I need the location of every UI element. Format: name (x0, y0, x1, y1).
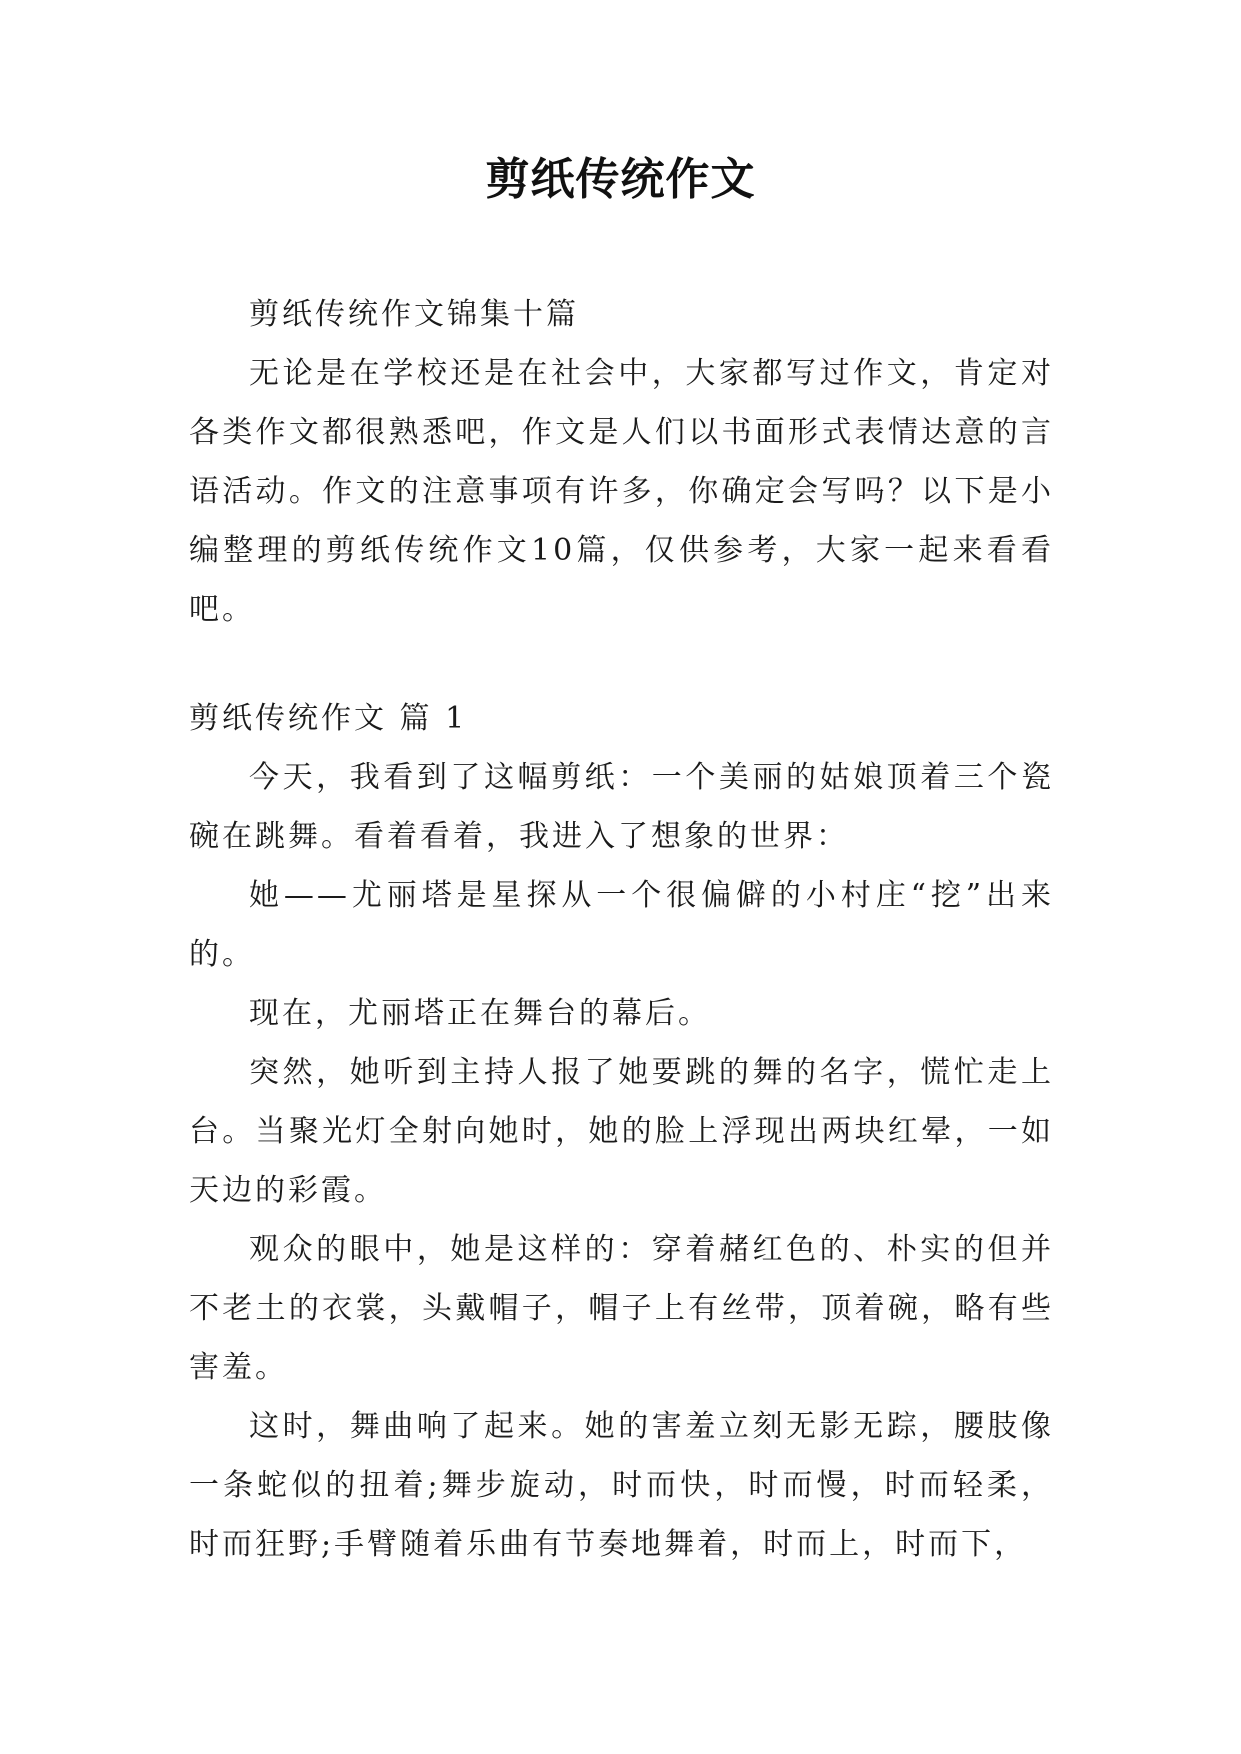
page-title: 剪纸传统作文 (485, 154, 756, 205)
body-paragraph: 她——尤丽塔是星探从一个很偏僻的小村庄“挖”出来的。 (189, 878, 1054, 972)
body-paragraph: 今天，我看到了这幅剪纸：一个美丽的姑娘顶着三个瓷碗在跳舞。看着看着，我进入了想象的世界： (189, 760, 1054, 854)
intro-paragraph: 无论是在学校还是在社会中，大家都写过作文，肯定对各类作文都很熟悉吧，作文是人们以书面形式表情达意的言语活动。作文的注意事项有许多，你确定会写吗？以下是小编整理的剪纸传统作文10篇，仅供参考，大家一起来看看吧。 (189, 356, 1054, 627)
body-paragraph: 突然，她听到主持人报了她要跳的舞的名字，慌忙走上台。当聚光灯全射向她时，她的脸上浮现出两块红晕，一如天边的彩霞。 (189, 1055, 1054, 1208)
body-paragraph: 现在，尤丽塔正在舞台的幕后。 (249, 996, 711, 1031)
body-paragraph: 观众的眼中，她是这样的：穿着赭红色的、朴实的但并不老土的衣裳，头戴帽子，帽子上有丝带，顶着碗，略有些害羞。 (189, 1232, 1054, 1385)
document-body (189, 285, 1054, 1574)
body-paragraph: 这时，舞曲响了起来。她的害羞立刻无影无踪，腰肢像一条蛇似的扭着;舞步旋动，时而快，时而慢，时而轻柔，时而狂野;手臂随着乐曲有节奏地舞着，时而上，时而下， (189, 1409, 1054, 1562)
subtitle: 剪纸传统作文锦集十篇 (249, 297, 579, 332)
section-heading: 剪纸传统作文 篇 1 (189, 701, 468, 736)
